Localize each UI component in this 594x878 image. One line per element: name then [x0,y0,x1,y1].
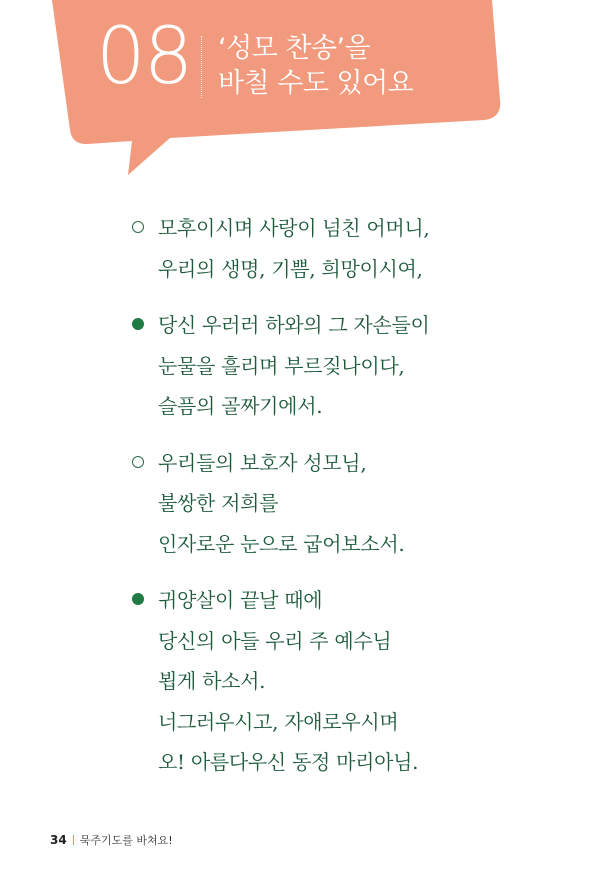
prayer-line-text: 우리의 생명, 기쁨, 희망이시여, [158,256,423,281]
prayer-line-text: 불쌍한 저희를 [158,491,279,515]
footer-divider [73,835,74,845]
chapter-number: 08 [96,12,192,102]
stanza [132,208,572,289]
page-number: 34 [50,833,67,847]
prayer-line [132,580,572,621]
open-circle-icon [132,456,144,468]
chapter-title [218,31,413,101]
prayer-line [132,386,572,427]
prayer-text [132,208,572,799]
filled-circle-icon [132,318,144,330]
prayer-line-text: 우리들의 보호자 성모님, [158,450,367,475]
chapter-title-line: ‘성모 찬송’을 [218,33,371,64]
prayer-line-text: 오! 아름다우신 동정 마리아님. [158,750,419,774]
prayer-line-text: 너그러우시고, 자애로우시며 [158,709,399,734]
prayer-line [132,702,572,743]
title-divider [201,36,202,98]
page-footer [50,832,173,848]
stanza [132,443,572,565]
prayer-line [132,524,572,565]
stanza [132,580,572,783]
prayer-line [132,249,572,290]
prayer-line [132,661,572,702]
prayer-line [132,443,572,484]
prayer-line-text: 당신 우러러 하와의 그 자손들이 [158,313,430,337]
prayer-line [132,208,572,249]
prayer-line-text: 뵙게 하소서. [158,669,266,693]
prayer-line [132,621,572,662]
prayer-line [132,305,572,346]
chapter-banner [0,0,594,180]
stanza [132,305,572,427]
prayer-line-text: 인자로운 눈으로 굽어보소서. [158,531,405,556]
book-title: 묵주기도를 바쳐요! [79,834,173,847]
prayer-line [132,742,572,783]
prayer-line-text: 모후이시며 사랑이 넘친 어머니, [158,216,430,240]
prayer-line [132,346,572,387]
prayer-line-text: 슬픔의 골짜기에서. [158,394,323,418]
chapter-title-line: 바칠 수도 있어요 [218,68,414,99]
open-circle-icon [132,221,144,233]
prayer-line [132,483,572,524]
filled-circle-icon [132,593,144,605]
prayer-line-text: 눈물을 흘리며 부르짖나이다, [158,353,405,378]
prayer-line-text: 귀양살이 끝날 때에 [158,588,323,612]
prayer-line-text: 당신의 아들 우리 주 예수님 [158,628,392,653]
